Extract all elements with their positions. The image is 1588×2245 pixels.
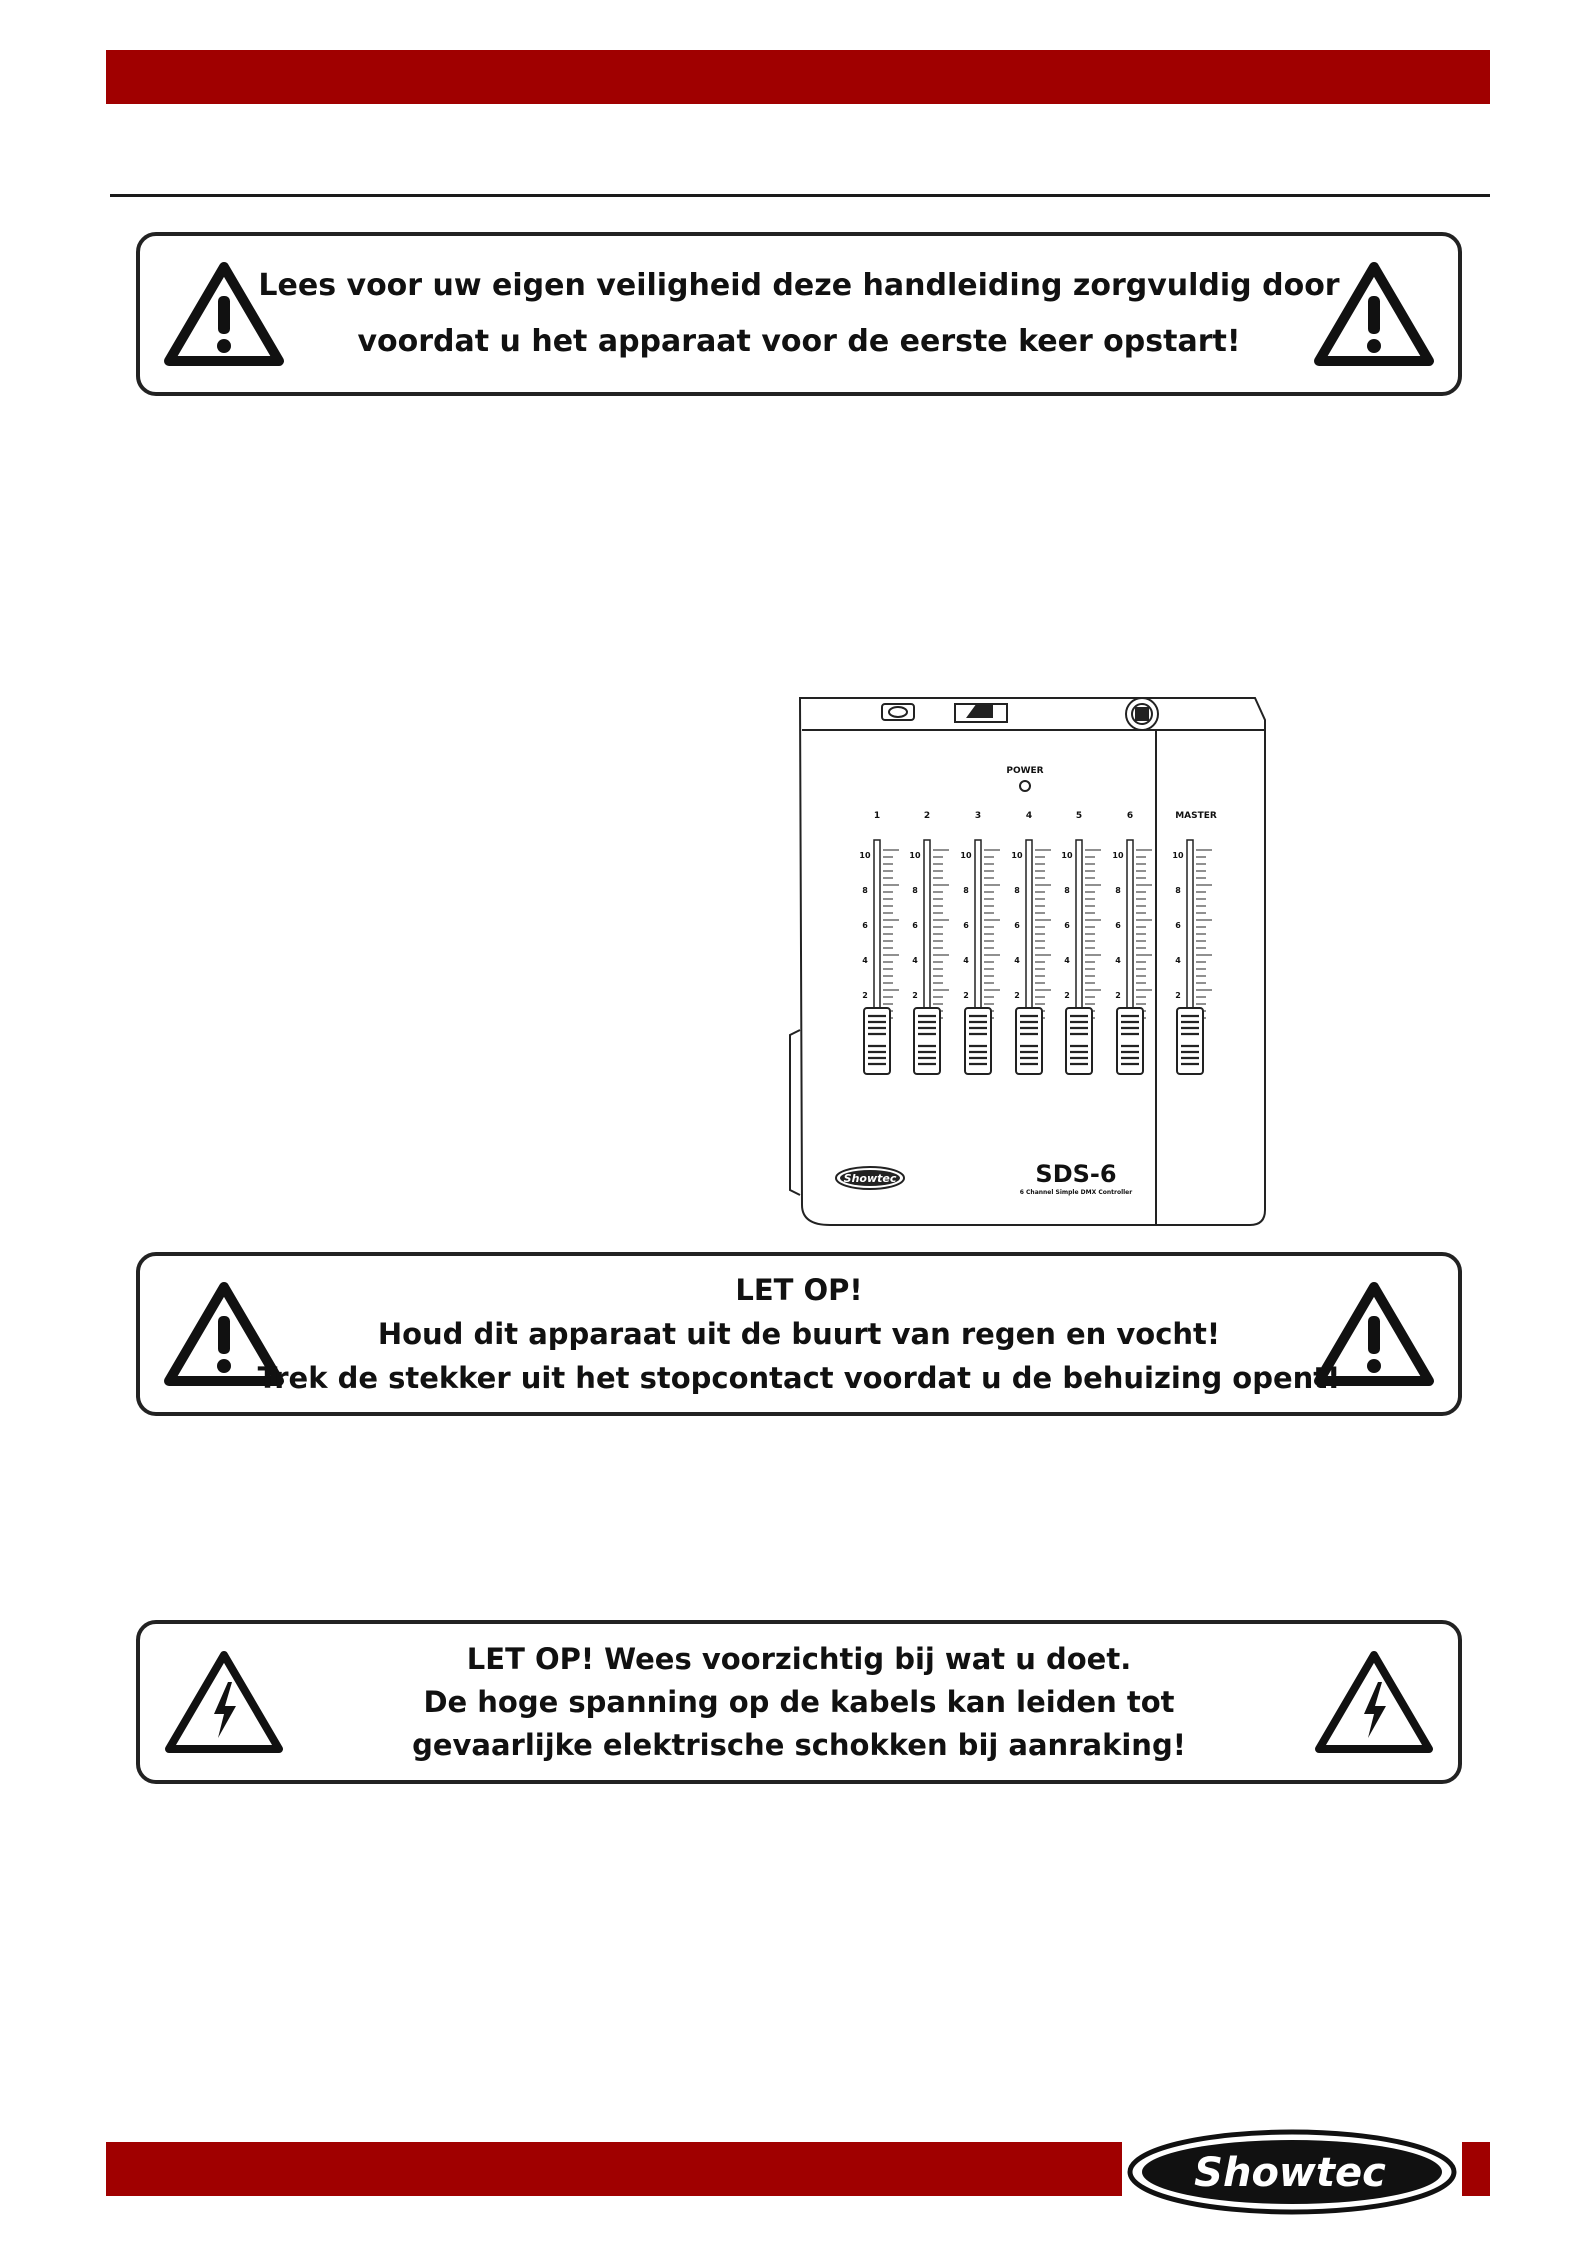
fader-scale-label: 2 [963,991,969,1000]
channel-label-6: 6 [1126,811,1134,821]
fader-scale-label: 2 [862,991,868,1000]
high-voltage-warning-line1: LET OP! Wees voorzichtig bij wat u doet. [466,1641,1132,1676]
moisture-warning-text [257,1256,1341,1412]
showtec-device-logo [836,1167,904,1189]
channel-fader-1[interactable] [859,840,899,1074]
moisture-warning-line2: Houd dit apparaat uit de buurt van regen en vocht! [377,1317,1221,1351]
fader-scale-label: 10 [1061,851,1073,860]
fader-scale-label: 2 [1175,991,1181,1000]
high-voltage-warning-text [310,1624,1288,1780]
fader-scale-label: 4 [1064,956,1070,965]
master-label: MASTER [1175,811,1217,821]
header-red-bar [106,50,1490,104]
channel-fader-5[interactable] [1061,840,1101,1074]
svg-text:Showtec: Showtec [843,1172,897,1185]
high-voltage-warning-line2: De hoge spanning op de kabels kan leiden tot [423,1684,1175,1719]
moisture-warning-box [136,1252,1462,1416]
fader-scale-label: 10 [960,851,972,860]
footer-logo-text: Showtec [1194,2150,1386,2196]
fader-scale-label: 6 [1014,921,1020,930]
safety-warning-line2: voordat u het apparaat voor de eerste keer opstart! [357,324,1241,359]
channel-fader-4[interactable] [1011,840,1051,1074]
model-subtitle: 6 Channel Simple DMX Controller [1019,1189,1133,1196]
exclamation-warning-icon [1312,260,1436,368]
safety-warning-box [136,232,1462,396]
high-voltage-warning-icon [1312,1648,1436,1756]
channel-fader-3[interactable] [960,840,1000,1074]
fader-scale-label: 2 [1064,991,1070,1000]
channel-label-3: 3 [974,811,982,821]
fader-scale-label: 10 [859,851,871,860]
fader-scale-label: 8 [862,886,868,895]
safety-warning-line1: Lees voor uw eigen veiligheid deze handleiding zorgvuldig door [258,268,1340,303]
high-voltage-warning-icon [162,1648,286,1756]
header-rule [110,194,1490,197]
moisture-warning-line3: Trek de stekker uit het stopcontact voordat u de behuizing opent! [257,1361,1341,1395]
fader-scale-label: 8 [1064,886,1070,895]
moisture-warning-title: LET OP! [735,1273,863,1307]
fader-scale-label: 10 [1112,851,1124,860]
channel-label-4: 4 [1025,811,1033,821]
fader-scale-label: 8 [1175,886,1181,895]
power-label: POWER [1006,766,1044,776]
fader-scale-label: 2 [912,991,918,1000]
fader-scale-label: 6 [1115,921,1121,930]
fader-scale-label: 2 [1115,991,1121,1000]
safety-warning-text [258,236,1340,392]
fader-scale-label: 6 [912,921,918,930]
high-voltage-warning-line3: gevaarlijke elektrische schokken bij aanraking! [412,1727,1186,1762]
exclamation-warning-icon [1312,1280,1436,1388]
fader-scale-label: 8 [1115,886,1121,895]
fader-scale-label: 4 [912,956,918,965]
high-voltage-warning-box [136,1620,1462,1784]
fader-scale-label: 6 [963,921,969,930]
fader-scale-label: 4 [1175,956,1181,965]
fader-scale-label: 8 [963,886,969,895]
master-fader[interactable] [1172,840,1212,1074]
fader-scale-label: 8 [1014,886,1020,895]
channel-label-2: 2 [923,811,931,821]
channel-fader-6[interactable] [1112,840,1152,1074]
fader-scale-label: 6 [862,921,868,930]
fader-scale-label: 6 [1175,921,1181,930]
fader-scale-label: 4 [963,956,969,965]
fader-scale-label: 10 [1172,851,1184,860]
fader-scale-label: 4 [1014,956,1020,965]
fader-scale-label: 4 [1115,956,1121,965]
sds6-controller-illustration [770,690,1280,1230]
channel-label-5: 5 [1075,811,1083,821]
channel-fader-2[interactable] [909,840,949,1074]
showtec-footer-logo [1122,2126,1462,2218]
channel-label-1: 1 [873,811,881,821]
fader-scale-label: 8 [912,886,918,895]
fader-scale-label: 6 [1064,921,1070,930]
fader-scale-label: 4 [862,956,868,965]
fader-scale-label: 10 [1011,851,1023,860]
fader-scale-label: 2 [1014,991,1020,1000]
fader-scale-label: 10 [909,851,921,860]
model-label: SDS-6 [1035,1160,1117,1188]
